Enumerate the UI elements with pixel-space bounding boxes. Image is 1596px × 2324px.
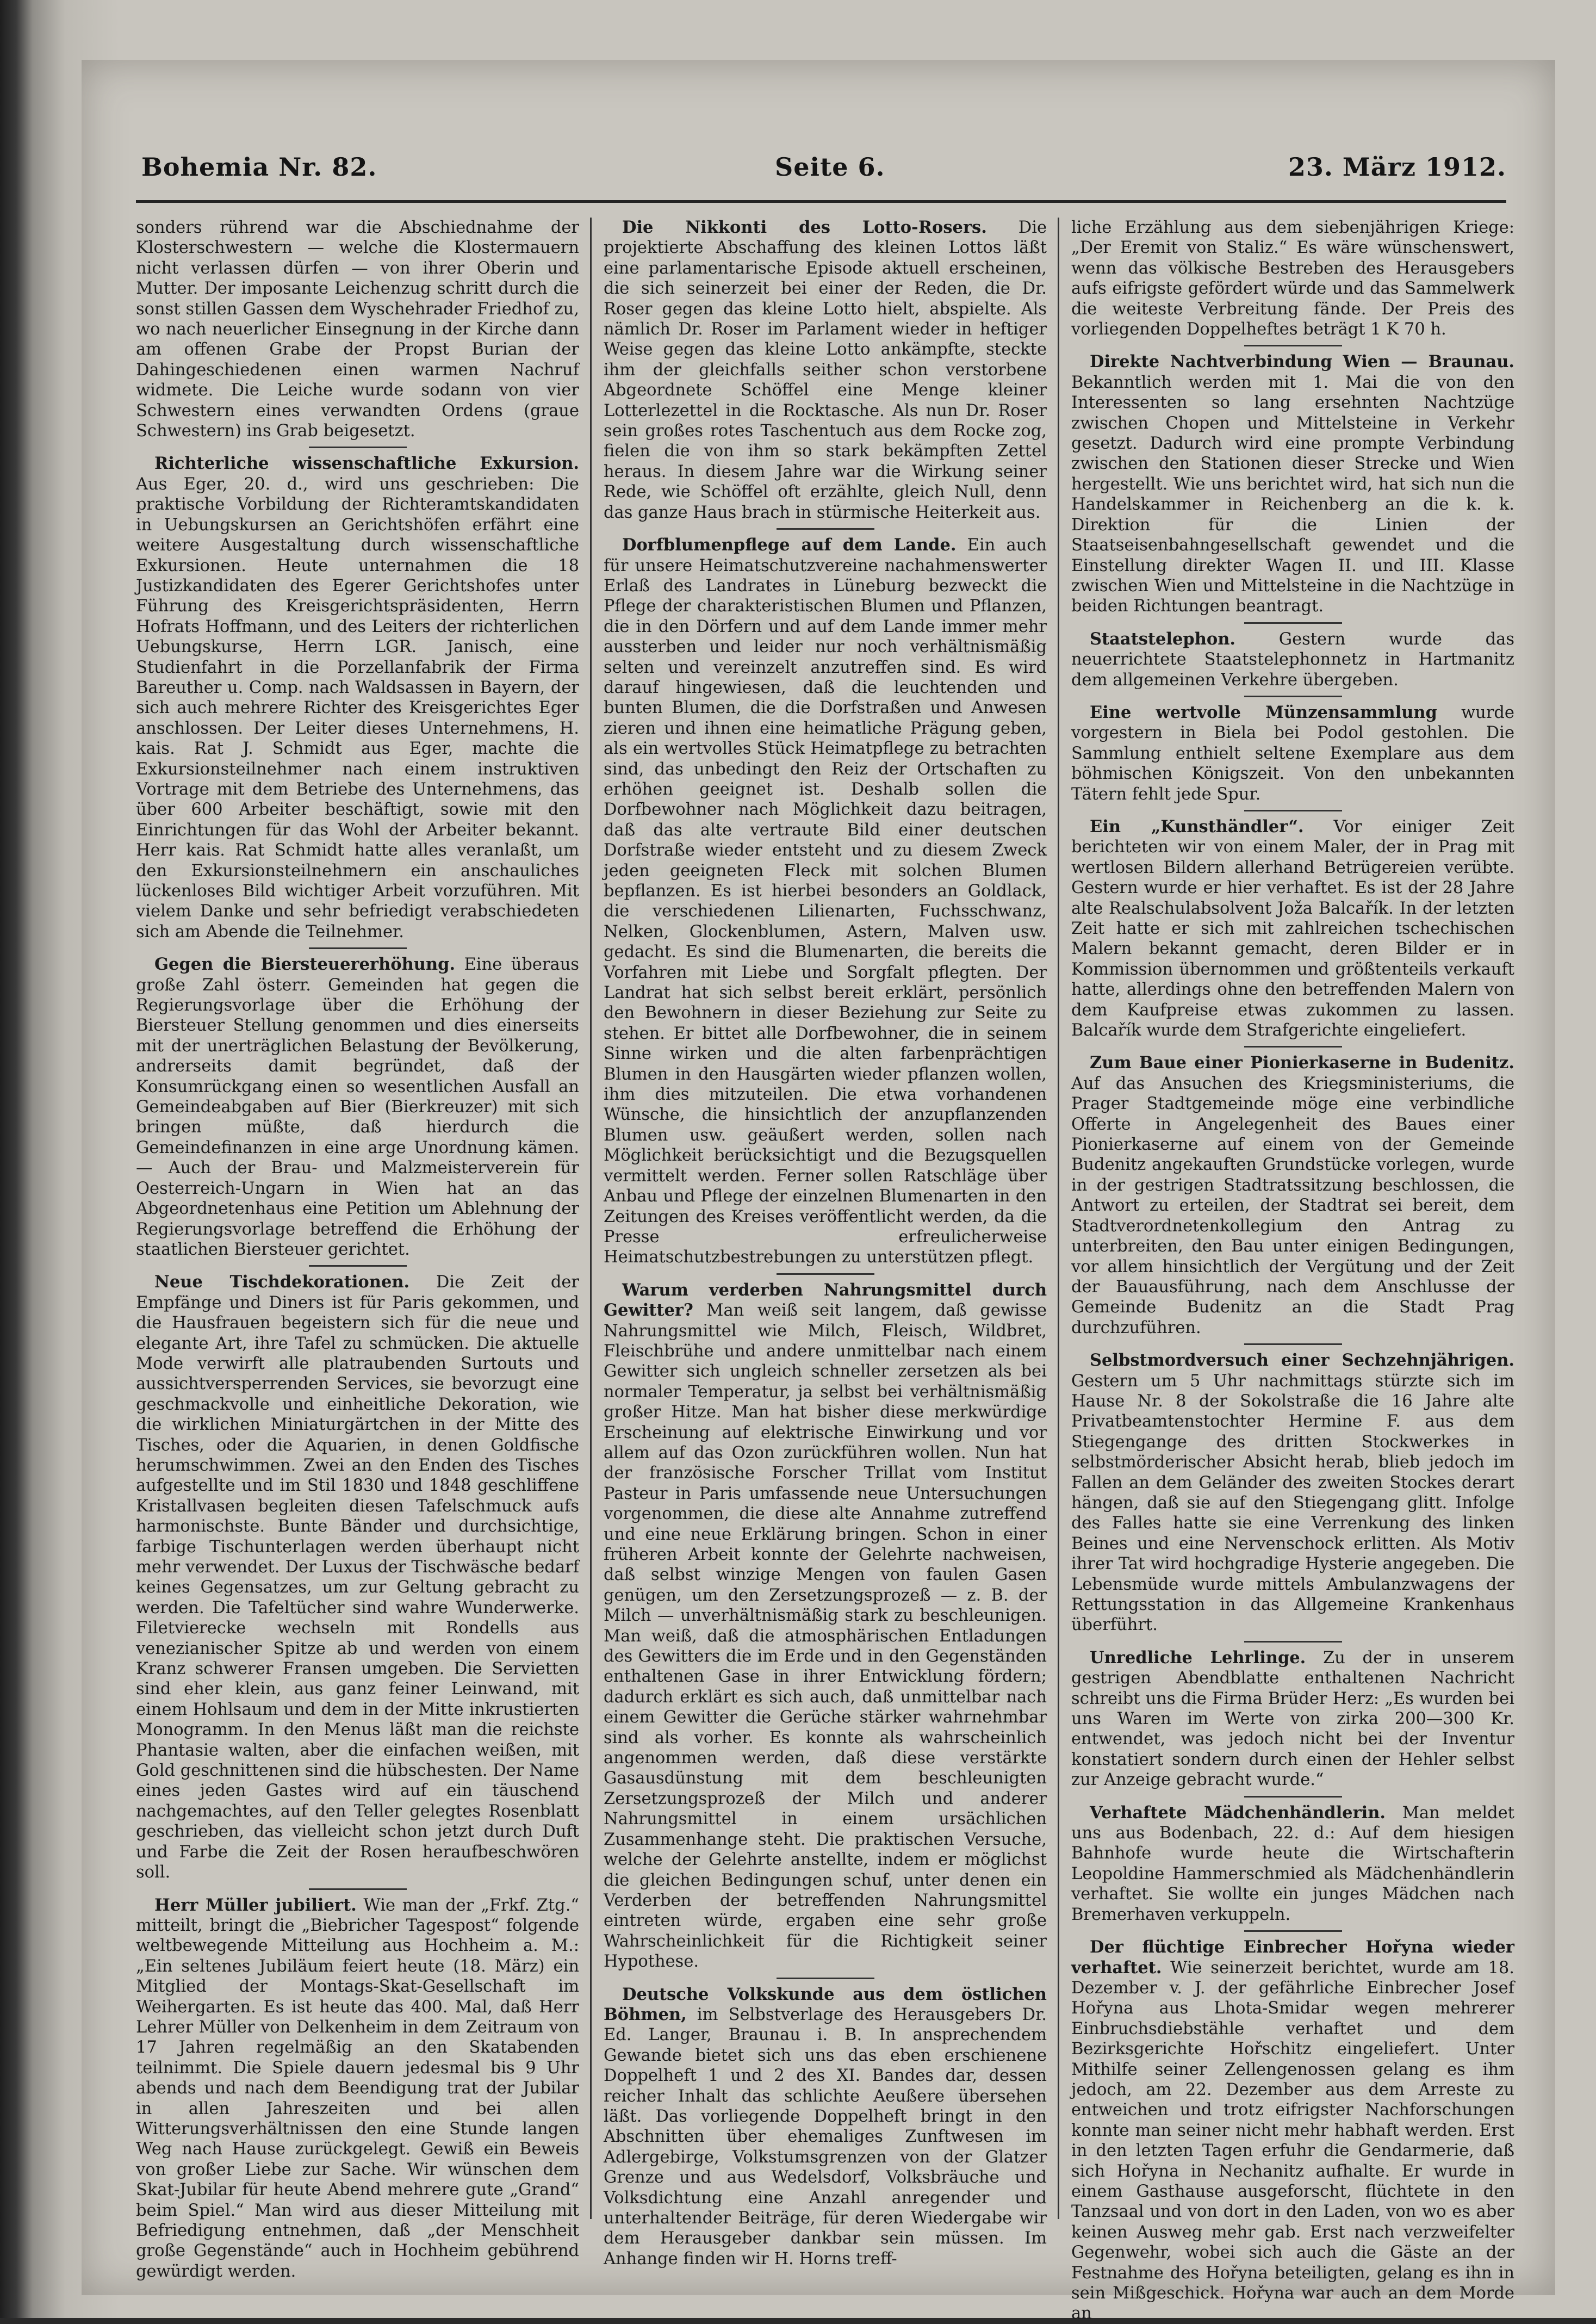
article-paragraph (1071, 1648, 1514, 1790)
article-paragraph (1071, 218, 1514, 339)
article-paragraph (1071, 1350, 1514, 1635)
article-body: Ein auch für unsere Heimatschutzvereine nachahmenswerter Erlaß des Landrates in Lüneburg bezweckt die Pflege der charakteristischen Blumen und Pflanzen, die in den Dörfern und auf dem Lande immer mehr aussterben und leider nur noch verhältnismäßig selten und vereinzelt anzutreffen sind. Es wird darauf hingewiesen, daß die leuchtenden und bunten Blumen, die die Dorfstraßen und Anwesen zieren und ihnen eine heimatliche Prägung geben, als ein wertvolles Stück Heimatpflege zu betrachten sind, das unbedingt den Reiz der Ortschaften zu erhöhen geeignet ist. Deshalb sollen die Dorfbewohner nach Möglichkeit dazu beitragen, daß das alte vertraute Bild einer deutschen Dorfstraße wieder entsteht und zu diesem Zweck jeden geeigneten Fleck mit solchen Blumen bepflanzen. Es ist hierbei besonders an Goldlack, die verschiedenen Lilienarten, Fuchsschwanz, Nelken, Glockenblumen, Astern, Malven usw. gedacht. Es sind die Blumenarten, die bereits die Vorfahren mit Liebe und Sorgfalt pflegten. Der Landrat hat sich selbst bereit erklärt, persönlich den Bewohnern in dieser Beziehung zur Seite zu stehen. Er bittet alle Dorfbewohner, die in seinem Sinne wirken und die alten farbenprächtigen Blumen in den Hausgärten wieder pflanzen wollen, ihm dies mitzuteilen. Die etwa vorhandenen Wünsche, die hinsichtlich der anzupflanzenden Blumen usw. geäußert werden, sollen nach Möglichkeit berücksichtigt und die Bezugsquellen vermittelt werden. Ferner sollen Ratschläge über Anbau und Pflege der einzelnen Blumenarten in den Zeitungen des Kreises veröffentlicht werden, da die Presse erfreulicherweise Heimatschutzbestrebungen zu unterstützen pflegt. (604, 536, 1047, 1267)
article-body: Eine überaus große Zahl österr. Gemeinden hat gegen die Regierungsvorlage über die Erhöhung der Biersteuer Stellung genommen und dies einerseits mit der unerträglichen Belastung der Bevölkerung, andrerseits damit begründet, daß der Konsumrückgang einen so wesentlichen Ausfall an Gemeindeabgaben auf Bier (Bierkreuzer) mit sich bringen müßte, daß hierdurch die Gemeindefinanzen in eine arge Unordnung kämen. — Auch der Brau- und Malzmeisterverein für Oesterreich-Ungarn in Wien hat an das Abgeordnetenhaus eine Petition um Ablehnung der Regierungsvorlage betreffend die Erhöhung der staatlichen Biersteuer gerichtet. (136, 955, 579, 1259)
article-separator (309, 1265, 407, 1267)
article-headline: Staatstelephon. (1090, 629, 1236, 649)
article-separator (1244, 810, 1342, 811)
article-headline: Zum Baue einer Pionierkaserne in Budenitz. (1090, 1053, 1514, 1073)
article-separator (1244, 1641, 1342, 1643)
article-separator (777, 1273, 874, 1275)
article-paragraph (136, 1895, 579, 2282)
column-2 (604, 218, 1047, 2269)
article-paragraph (1071, 352, 1514, 616)
article-paragraph (1071, 817, 1514, 1040)
article-body: liche Erzählung aus dem siebenjährigen Kriege: „Der Eremit von Staliz.“ Es wäre wünschenswert, wenn das völkische Bestreben des Herausgebers aufs eifrigste gefördert würde und das Sammelwerk die weiteste Verbreitung fände. Der Preis des vorliegenden Doppelheftes beträgt 1 K 70 h. (1071, 218, 1514, 339)
masthead-issue: Bohemia Nr. 82. (141, 152, 377, 182)
article-headline: Unredliche Lehrlinge. (1090, 1647, 1306, 1668)
newspaper-page (82, 60, 1555, 2323)
article-body: Auf das Ansuchen des Kriegsministeriums, die Prager Stadtgemeinde möge eine verbindliche Offerte in Angelegenheit des Baues einer Pionierkaserne auf einem von der Gemeinde Budenitz angekauften Grundstücke vorlegen, wurde in der gestrigen Stadtratssitzung beschlossen, die Antwort zu erteilen, der Stadtrat sei bereit, dem Stadtverordnetenkollegium den Antrag zu unterbreiten, den Bau unter einigen Bedingungen, vor allem hinsichtlich der Vergütung und der Zeit der Bauausführung, nach dem Anschlusse der Gemeinde Budenitz an die Stadt Prag durchzuführen. (1071, 1074, 1514, 1337)
article-separator (777, 1978, 874, 1979)
article-headline: Richterliche wissenschaftliche Exkursion. (154, 454, 579, 474)
article-separator (1244, 696, 1342, 697)
article-body: Wie seinerzeit berichtet, wurde am 18. Dezember v. J. der gefährliche Einbrecher Josef Hořyna aus Lhota-Smidar wegen mehrerer Einbruchsdiebstähle verhaftet und dem Bezirksgerichte Hořschitz eingeliefert. Unter Mithilfe seiner Zellengenossen gelang es ihm jedoch, am 22. Dezember aus dem Arreste zu entweichen und trotz eifrigster Nachforschungen konnte man seiner nicht mehr habhaft werden. Erst in den letzten Tagen erfuhr die Gendarmerie, daß sich Hořyna in Nechanitz aufhalte. Er wurde in einem Gasthause ausgeforscht, flüchtete in den Tanzsaal und von dort in den Laden, von wo es aber keinen Ausweg mehr gab. Erst nach verzweifelter Gegenwehr, wobei sich auch die Gäste an der Festnahme des Hořyna beteiligten, gelang es ihn in sein Mißgeschick. Hořyna war auch an dem Morde an (1071, 1958, 1514, 2323)
article-body: wurde vorgestern in Biela bei Podol gestohlen. Die Sammlung enthielt seltene Exemplare aus dem böhmischen Königszeit. Von den unbekannten Tätern fehlt jede Spur. (1071, 703, 1514, 804)
page-number: Seite 6. (775, 152, 885, 182)
article-body: Zu der in unserem gestrigen Abendblatte enthaltenen Nachricht schreibt uns die Firma Brüder Herz: „Es wurden bei uns Waren im Werte von zirka 200—300 Kr. entwendet, was jedoch nicht bei der Inventur konstatiert sondern durch einen der Hehler selbst zur Anzeige gebracht wurde.“ (1071, 1648, 1515, 1790)
article-headline: Warum verderben Nahrungsmittel durch Gewitter? (604, 1280, 1047, 1321)
article-separator (1244, 1930, 1342, 1932)
article-body: im Selbstverlage des Herausgebers Dr. Ed. Langer, Braunau i. B. In ansprechendem Gewande bietet sich uns das eben erschienene Doppelheft 1 und 2 des XI. Bandes dar, dessen reicher Inhalt das schlichte Aeußere übersehen läßt. Das vorliegende Doppelheft bringt in den Abschnitten über ehemaliges Zunftwesen im Adlergebirge, Volkstumsgrenzen von der Glatzer Grenze und aus Wedelsdorf, Volksbräuche und Volksdichtung eine Anzahl anregender und unterhaltender Beiträge, für deren Wiedergabe wir dem Herausgeber dankbar sein müssen. Im Anhange finden wir H. Horns treff- (604, 2005, 1047, 2269)
article-body: Die Zeit der Empfänge und Diners ist für Paris gekommen, und die Hausfrauen begeistern sich für die neue und elegante Art, ihre Tafel zu schmücken. Die aktuelle Mode verwirft alle platraubenden Surtouts und aussichtversperrenden Services, sie bevorzugt eine geschmackvolle und einheitliche Dekoration, wie die wirklichen Miniaturgärtchen in der Mitte des Tisches, oder die Aquarien, in denen Goldfische herumschwimmen. Zwei an den Enden des Tisches aufgestellte und im Stil 1830 und 1848 geschliffene Kristallvasen begleiten diesen Tafelschmuck aufs harmonischste. Bunte Bänder und durchsichtige, farbige Tischunterlagen werden überhaupt nicht mehr verwendet. Der Luxus der Tischwäsche bedarf keines Gegensatzes, um zur Geltung gebracht zu werden. Die Tafeltücher sind wahre Wunderwerke. Filetvierecke wechseln mit Rondells aus venezianischer Spitze ab und werden von einem Kranz schwerer Fransen umgeben. Die Servietten sind eher klein, aus ganz feiner Leinwand, mit einem Hohlsaum und dem in der Mitte inkrustierten Monogramm. In den Menus läßt man die reichste Phantasie walten, aber die einfachen weißen, mit Gold geschnittenen sind die hübschesten. Der Name eines jeden Gastes wird auf ein täuschend nachgemachtes, auf den Teller gelegtes Rosenblatt geschrieben, das vielleicht schon jetzt durch Duft und Farbe die Zeit der Rosen heraufbeschwören soll. (136, 1273, 579, 1882)
article-paragraph (1071, 1803, 1514, 1925)
article-headline: Direkte Nachtverbindung Wien — Braunau. (1090, 352, 1514, 372)
article-separator (777, 528, 874, 530)
article-separator (1244, 1796, 1342, 1798)
article-separator (1244, 1046, 1342, 1048)
article-separator (1244, 345, 1342, 346)
article-body: Gestern wurde das neuerrichtete Staatstelephonnetz in Hartmanitz dem allgemeinen Verkehre übergeben. (1071, 629, 1514, 690)
article-headline: Eine wertvolle Münzensammlung (1090, 702, 1437, 722)
article-separator (309, 1888, 407, 1890)
article-headline: Der flüchtige Einbrecher Hořyna wieder verhaftet. (1071, 1937, 1514, 1978)
page-header (141, 152, 1506, 196)
article-paragraph (136, 218, 579, 441)
header-rule (136, 200, 1506, 203)
article-paragraph (604, 1985, 1047, 2270)
article-headline: Gegen die Biersteuererhöhung. (154, 955, 456, 975)
column-3 (1071, 218, 1515, 2323)
article-separator (1244, 1343, 1342, 1345)
article-headline: Verhaftete Mädchenhändlerin. (1090, 1802, 1386, 1823)
article-paragraph (1071, 703, 1514, 804)
article-paragraph (136, 955, 579, 1260)
article-paragraph (604, 535, 1047, 1268)
article-body: Wie man der „Frkf. Ztg.“ mitteilt, bringt die „Biebricher Tagespost“ folgende weltbewegende Mitteilung aus Hochheim a. M.: „Ein seltenes Jubiläum feiert heute (18. März) ein Mitglied der Montags-Skat-Gesellschaft im Weihergarten. Es ist heute das 400. Mal, daß Herr Lehrer Müller von Delkenheim in dem Zeitraum von 17 Jahren regelmäßig an den Skatabenden teilnimmt. Die Spiele dauern jedesmal bis 9 Uhr abends und nach dem Beendigung trat der Jubilar in allen Jahreszeiten und bei allen Witterungsverhältnissen den eine Stunde langen Weg nach Hause zurückgelegt. Gewiß ein Beweis von großer Liebe zur Sache. Wir wünschen dem Skat-Jubilar für heute Abend mehrere gute „Grand“ beim Spiel.“ Man wird aus dieser Mitteilung mit Befriedigung entnehmen, daß „der Menschheit große Gegenstände“ auch in Hochheim gebührend gewürdigt werden. (136, 1895, 579, 2281)
column-divider-1 (590, 218, 592, 2219)
article-body: Aus Eger, 20. d., wird uns geschrieben: Die praktische Vorbildung der Richteramtskandidaten in Uebungskursen an Gerichtshöfen erfährt eine weitere Ausgestaltung durch wissenschaftliche Exkursionen. Heute unternahmen die 18 Justizkandidaten des Egerer Gerichtshofes unter Führung des Kreisgerichtspräsidenten, Herrn Hofrats Hoffmann, und des Leiters der richterlichen Uebungskurse, Herrn LGR. Janisch, eine Studienfahrt in die Porzellanfabrik der Firma Bareuther u. Comp. nach Waldsassen in Bayern, der sich auch mehrere Richter des Kreisgerichtes Eger anschlossen. Der Leiter dieses Unternehmens, H. kais. Rat J. Schmidt aus Eger, machte die Exkursionsteilnehmer nach einem instruktiven Vortrage mit dem Betriebe des Unternehmens, das über 600 Arbeiter beschäftigt, sowie mit den Einrichtungen für das Wohl der Arbeiter bekannt. Herr kais. Rat Schmidt hatte alles veranlaßt, um den Exkursionsteilnehmern ein anschauliches lückenloses Bild wichtiger Arbeit vorzuführen. Mit vielem Danke und sehr befriedigt verabschiedeten sich am Abende die Teilnehmer. (136, 474, 579, 941)
article-body: Gestern um 5 Uhr nachmittags stürzte sich im Hause Nr. 8 der Sokolstraße die 16 Jahre alte Privatbeamtenstochter Hermine F. aus dem Stiegengange des dritten Stockwerkes in selbstmörderischer Absicht herab, blieb jedoch im Fallen an dem Geländer des zweiten Stockes derart hängen, daß sie auf den Stiegengang glitt. Infolge des Falles hatte sie eine Verrenkung des linken Beines und eine Nervenschock erlitten. Als Motiv ihrer Tat wird hochgradige Hysterie angegeben. Die Lebensmüde wurde mittels Ambulanzwagens der Rettungsstation in das Allgemeine Krankenhaus überführt. (1071, 1371, 1514, 1635)
article-paragraph (604, 218, 1047, 523)
column-divider-2 (1058, 218, 1059, 2219)
article-headline: Ein „Kunsthändler“. (1090, 816, 1304, 836)
column-1 (136, 218, 579, 2281)
issue-date: 23. März 1912. (1288, 152, 1506, 182)
article-body: Die projektierte Abschaffung des kleinen Lottos läßt eine parlamentarische Episode aktuell erscheinen, die sich seinerzeit bei einer der Reden, die Dr. Roser gegen das kleine Lotto hielt, abspielte. Als nämlich Dr. Roser im Parlament wieder in heftiger Weise gegen das kleine Lotto ankämpfte, steckte ihm der gleichfalls seither schon verstorbene Abgeordnete Schöffel eine Menge kleiner Lotterlezettel in die Rocktasche. Als nun Dr. Roser sein großes rotes Taschentuch aus dem Rocke zog, fielen die von ihm so stark bekämpften Zettel heraus. In diesem Jahre war die Wirkung seiner Rede, wie Schöffel oft erzählte, gleich Null, denn das ganze Haus brach in stürmische Heiterkeit aus. (604, 218, 1047, 522)
article-separator (1244, 622, 1342, 624)
article-headline: Herr Müller jubiliert. (154, 1895, 357, 1915)
article-separator (309, 447, 407, 448)
article-paragraph (136, 1272, 579, 1882)
article-paragraph (604, 1280, 1047, 1972)
article-body: Vor einiger Zeit berichteten wir von einem Maler, der in Prag mit wertlosen Bildern allerhand Betrügereien verübte. Gestern wurde er hier verhaftet. Es ist der 28 Jahre alte Realschulabsolvent Joža Balcařík. In der letzten Zeit hatte er sich mit zahlreichen tschechischen Malern bekannt gemacht, deren Bilder er in Kommission übernommen und größtenteils verkauft hatte, allerdings ohne den betreffenden Malern von dem Kaufpreise etwas zukommen zu lassen. Balcařík wurde dem Strafgerichte eingeliefert. (1071, 817, 1514, 1040)
article-paragraph (1071, 1053, 1514, 1338)
article-body: sonders rührend war die Abschiednahme der Klosterschwestern — welche die Klostermauern nicht verlassen dürfen — von ihrer Oberin und Mutter. Der imposante Leichenzug schritt durch die sonst stillen Gassen dem Wyschehrader Friedhof zu, wo nach neuerlicher Einsegnung in der Kirche dann am offenen Grabe der Propst Burian der Dahingeschiedenen einen warmen Nachruf widmete. Die Leiche wurde sodann von vier Schwestern eines verwandten Ordens (graue Schwestern) ins Grab beigesetzt. (136, 218, 579, 441)
article-headline: Deutsche Volkskunde aus dem östlichen Böhmen, (604, 1984, 1047, 2024)
article-headline: Dorfblumenpflege auf dem Lande. (622, 535, 957, 555)
article-paragraph (1071, 629, 1514, 690)
article-headline: Neue Tischdekorationen. (154, 1272, 410, 1292)
article-body: Bekanntlich werden mit 1. Mai die von den Interessenten so lang ersehnten Nachtzüge zwischen Chopen und Mittelsteine in Verkehr gesetzt. Dadurch wird eine prompte Verbindung zwischen den Stationen dieser Strecke und Wien hergestellt. Wie uns berichtet wird, hat sich nun die Handelskammer in Reichenberg an die k. k. Direktion für die Linien der Staatseisenbahngesellschaft gewendet und die Einstellung direkter Wagen II. und III. Klasse zwischen Wien und Mittelsteine in die Nachtzüge in beiden Richtungen beantragt. (1071, 373, 1514, 616)
article-headline: Die Nikkonti des Lotto-Rosers. (622, 218, 987, 237)
article-headline: Selbstmordversuch einer Sechzehnjährigen. (1090, 1350, 1514, 1371)
article-paragraph (1071, 1937, 1514, 2324)
article-separator (309, 947, 407, 949)
article-body: Man weiß seit langem, daß gewisse Nahrungsmittel wie Milch, Fleisch, Wildbret, Fleischbrühe und andere unmittelbar nach einem Gewitter sich ungleich schneller zersetzen als bei normaler Temperatur, ja selbst bei verhältnismäßig großer Hitze. Man hat bisher diese merkwürdige Erscheinung auf elektrische Einwirkung und vor allem auf das Ozon zurückführen wollen. Nun hat der französische Forscher Trillat vom Institut Pasteur in Paris umfassende neue Untersuchungen vorgenommen, die diese alte Annahme zutreffend und eine neue Erklärung bringen. Schon in einer früheren Arbeit konnte der Gelehrte nachweisen, daß selbst winzige Mengen von faulen Gasen genügen, um den Zersetzungsprozeß — z. B. der Milch — unverhältnismäßig stark zu beschleunigen. Man weiß, daß die atmosphärischen Entladungen des Gewitters die im Erde und in den Gegenständen enthaltenen Gase in ihrer Entwicklung fördern; dadurch erklärt es sich auch, daß unmittelbar nach einem Gewitter die Gerüche stärker wahrnehmbar sind als vorher. Es konnte als wahrscheinlich angenommen werden, daß diese verstärkte Gasausdünstung mit dem beschleunigten Zersetzungsprozeß der Milch und anderer Nahrungsmittel in einem ursächlichen Zusammenhange steht. Die praktischen Versuche, welche der Gelehrte anstellte, indem er möglichst die gleichen Bedingungen schuf, unter denen ein Verderben der betreffenden Nahrungsmittel eintreten würde, ergaben eine sehr große Wahrscheinlichkeit für die Richtigkeit seiner Hypothese. (604, 1301, 1047, 1972)
article-paragraph (136, 454, 579, 942)
article-body: Man meldet uns aus Bodenbach, 22. d.: Auf dem hiesigen Bahnhofe wurde heute die Wirtschafterin Leopoldine Hammerschmied als Mädchenhändlerin verhaftet. Sie wollte ein junges Mädchen nach Bremerhaven verkuppeln. (1071, 1803, 1514, 1924)
